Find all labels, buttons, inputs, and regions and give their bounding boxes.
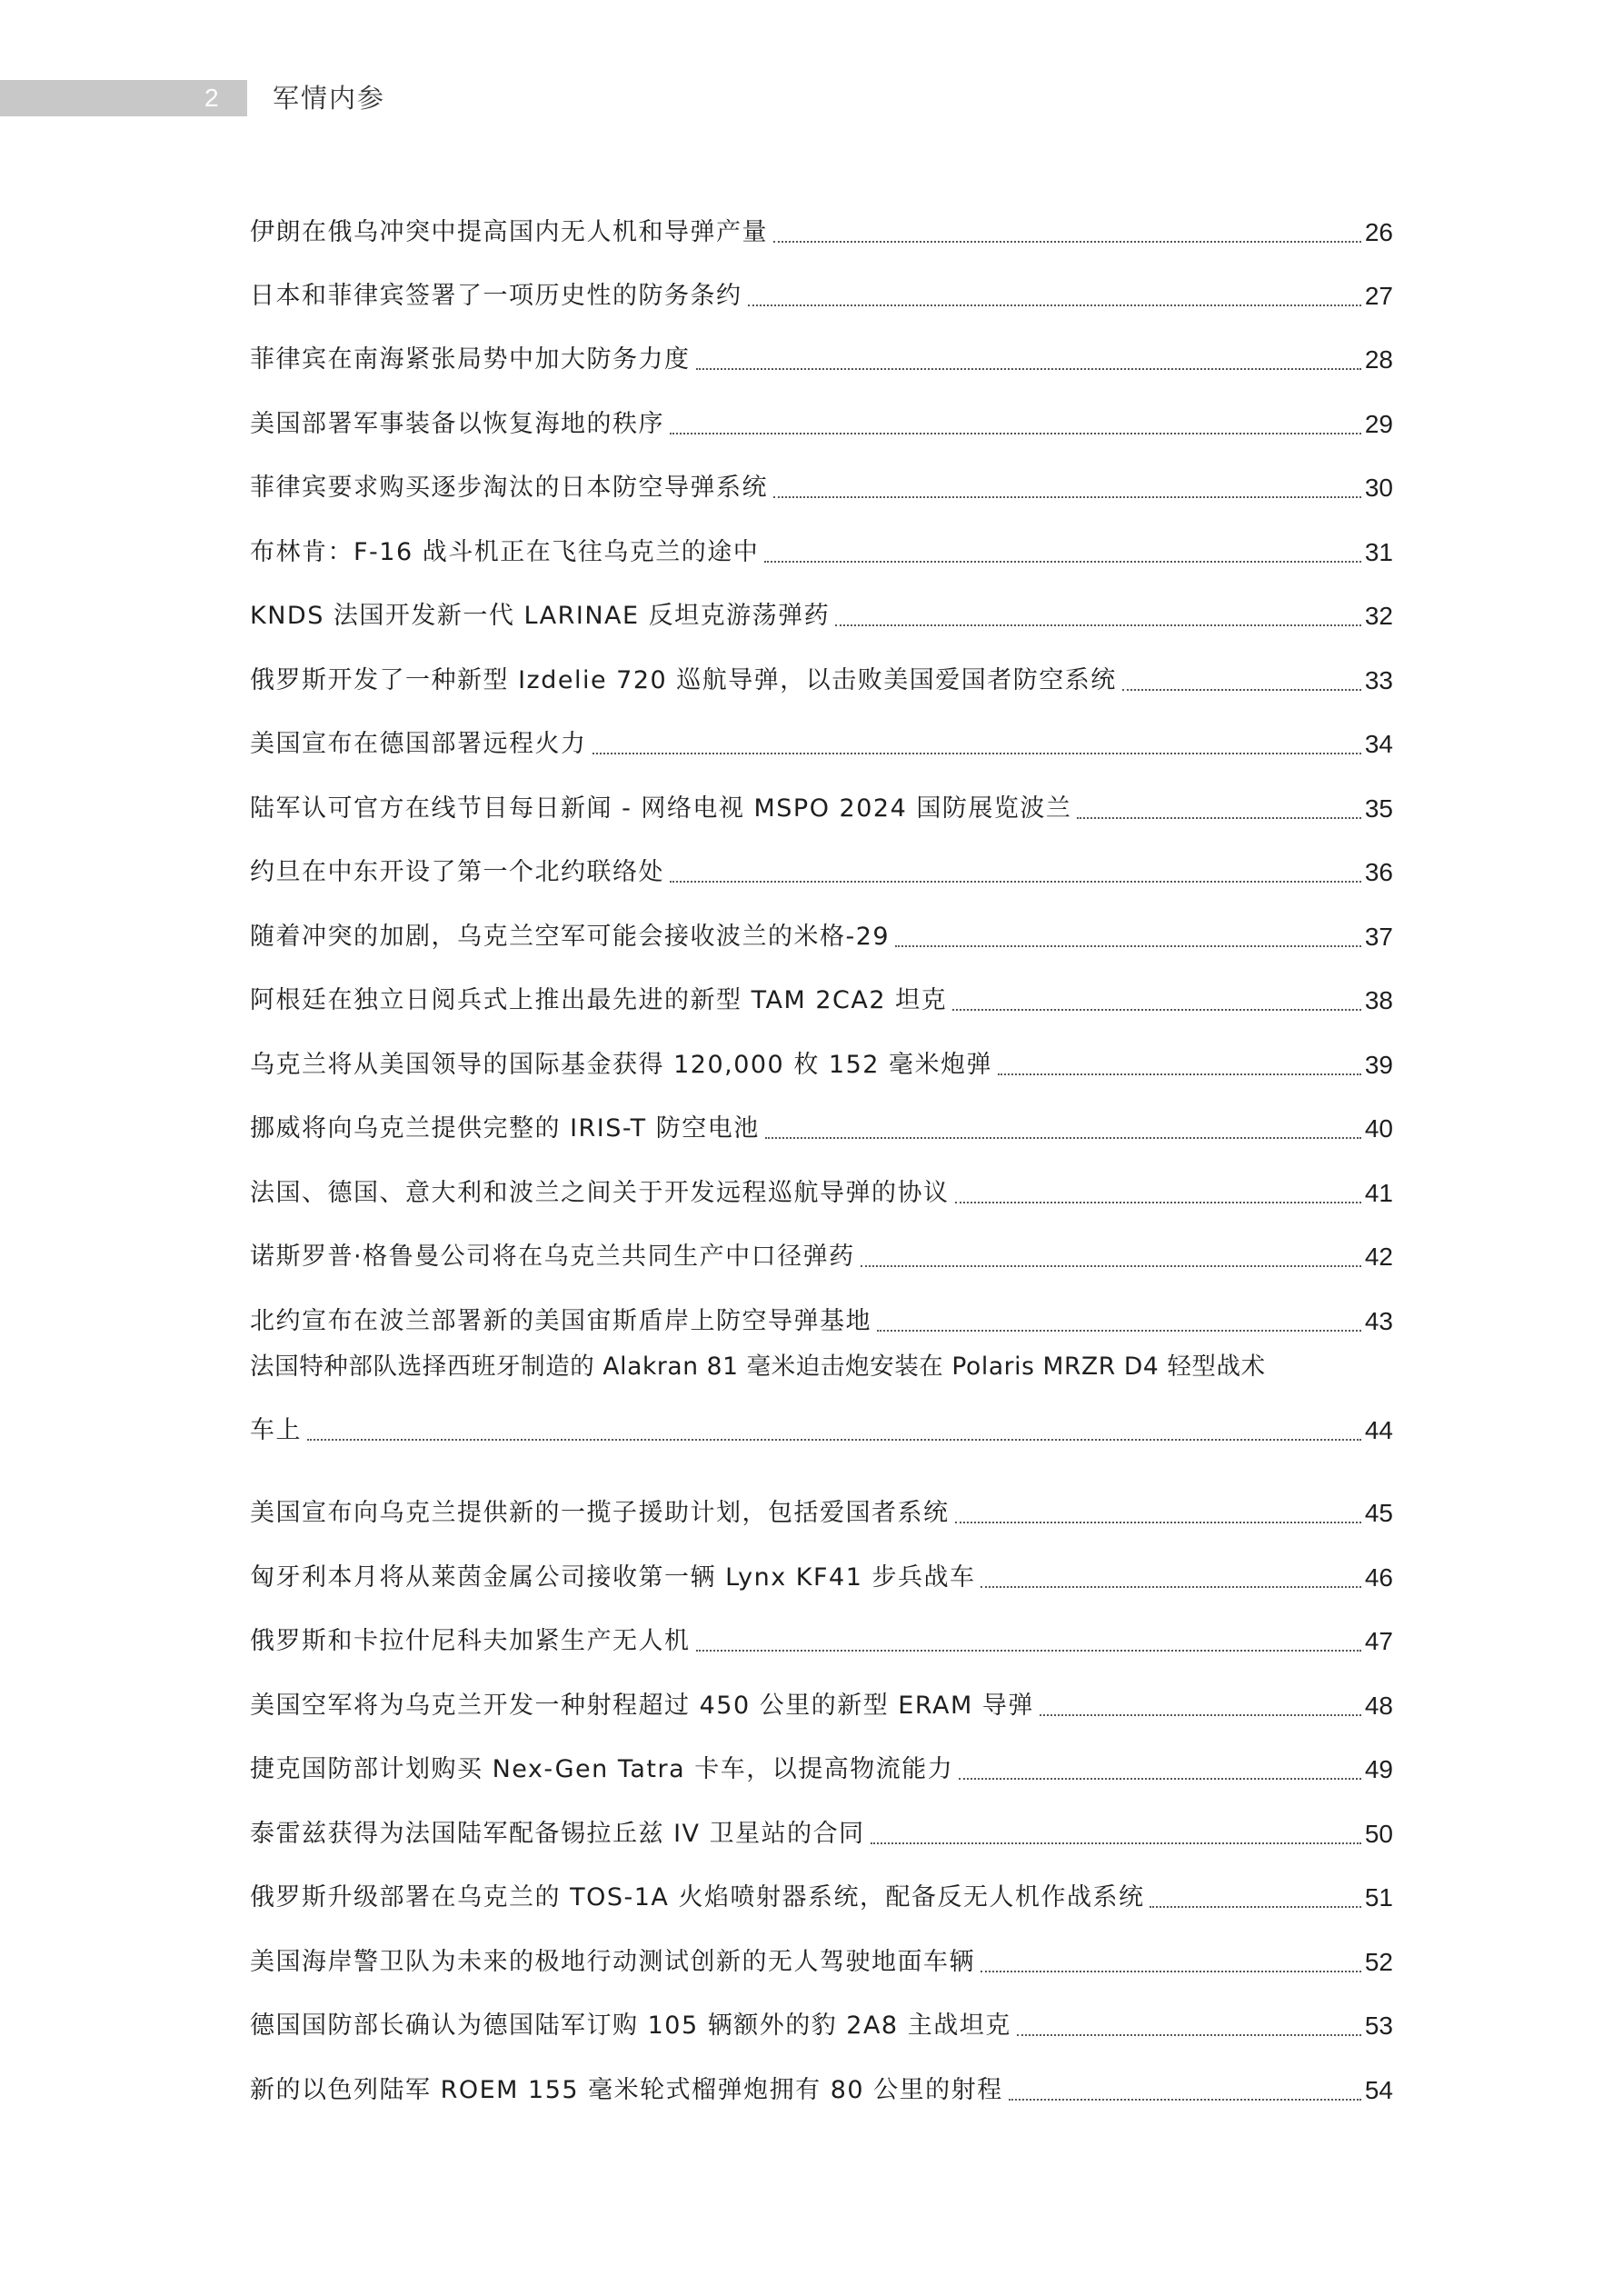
toc-entry-title: 美国宣布向乌克兰提供新的一揽子援助计划，包括爱国者系统 bbox=[250, 1499, 950, 1527]
toc-dot-leader bbox=[877, 1330, 1361, 1332]
toc-entry-page: 50 bbox=[1364, 1820, 1393, 1848]
toc-entry-page: 28 bbox=[1364, 345, 1393, 374]
toc-entry-page: 40 bbox=[1364, 1114, 1393, 1143]
toc-entry-page: 38 bbox=[1364, 986, 1393, 1014]
toc-dot-leader bbox=[1077, 817, 1361, 819]
toc-entry-title: 随着冲突的加剧，乌克兰空军可能会接收波兰的米格-29 bbox=[250, 923, 891, 951]
toc-entry-page: 42 bbox=[1364, 1243, 1393, 1271]
toc-entry-page: 32 bbox=[1364, 602, 1393, 630]
toc-entry-title: 美国宣布在德国部署远程火力 bbox=[250, 730, 587, 758]
toc-entry-title: 俄罗斯和卡拉什尼科夫加紧生产无人机 bbox=[250, 1627, 691, 1655]
toc-entry-title: 布林肯：F-16 战斗机正在飞往乌克兰的途中 bbox=[250, 538, 760, 566]
toc-entry-page: 33 bbox=[1364, 666, 1393, 694]
toc-entry[interactable] bbox=[250, 452, 1393, 506]
toc-dot-leader bbox=[1017, 2034, 1361, 2036]
toc-entry-title: 新的以色列陆军 ROEM 155 毫米轮式榴弹炮拥有 80 公里的射程 bbox=[250, 2076, 1003, 2104]
toc-entry-page: 31 bbox=[1364, 538, 1393, 566]
toc-dot-leader bbox=[952, 1009, 1361, 1011]
toc-entry[interactable] bbox=[250, 1990, 1393, 2044]
toc-entry-page: 41 bbox=[1364, 1179, 1393, 1207]
toc-entry-title: 乌克兰将从美国领导的国际基金获得 120,000 枚 152 毫米炮弹 bbox=[250, 1051, 993, 1079]
toc-dot-leader bbox=[1122, 689, 1361, 691]
toc-dot-leader bbox=[765, 1137, 1361, 1139]
toc-entry-title: 泰雷兹获得为法国陆军配备锡拉丘兹 IV 卫星站的合同 bbox=[250, 1820, 865, 1848]
toc-entry[interactable] bbox=[250, 324, 1393, 378]
toc-dot-leader bbox=[1040, 1714, 1361, 1716]
toc-entry-title: 俄罗斯开发了一种新型 Izdelie 720 巡航导弹，以击败美国爱国者防空系统 bbox=[250, 666, 1117, 694]
toc-dot-leader bbox=[981, 1586, 1360, 1588]
toc-entry[interactable] bbox=[250, 388, 1393, 443]
toc-dot-leader bbox=[981, 1971, 1361, 1972]
toc-entry-page: 39 bbox=[1364, 1051, 1393, 1079]
toc-dot-leader bbox=[307, 1439, 1361, 1441]
toc-dot-leader bbox=[748, 304, 1361, 306]
toc-entry-page: 34 bbox=[1364, 730, 1393, 758]
page-number: 2 bbox=[204, 84, 219, 112]
toc-dot-leader bbox=[871, 1842, 1361, 1844]
toc-entry[interactable] bbox=[250, 1029, 1393, 1083]
toc-dot-leader bbox=[955, 1202, 1361, 1203]
toc-entry-title-continued: 车上 bbox=[250, 1416, 302, 1444]
toc-entry[interactable] bbox=[250, 836, 1393, 891]
toc-entry-title: 日本和菲律宾签署了一项历史性的防务条约 bbox=[250, 282, 742, 310]
toc-entry-title: 挪威将向乌克兰提供完整的 IRIS-T 防空电池 bbox=[250, 1114, 760, 1143]
toc-entry[interactable] bbox=[250, 1798, 1393, 1852]
toc-entry-page: 27 bbox=[1364, 282, 1393, 310]
toc-entry-page: 43 bbox=[1364, 1307, 1393, 1335]
toc-entry[interactable] bbox=[250, 708, 1393, 763]
toc-dot-leader bbox=[592, 753, 1361, 754]
toc-dot-leader bbox=[670, 881, 1361, 883]
toc-entry-page: 30 bbox=[1364, 474, 1393, 502]
toc-dot-leader bbox=[1009, 2099, 1361, 2101]
toc-entry[interactable] bbox=[250, 1349, 1393, 1467]
toc-dot-leader bbox=[764, 561, 1361, 563]
toc-dot-leader bbox=[959, 1778, 1361, 1780]
toc-entry[interactable] bbox=[250, 196, 1393, 251]
toc-entry-title: 德国国防部长确认为德国陆军订购 105 辆额外的豹 2A8 主战坦克 bbox=[250, 2011, 1011, 2040]
toc-dot-leader bbox=[773, 496, 1361, 498]
toc-entry-page: 35 bbox=[1364, 794, 1393, 823]
toc-dot-leader bbox=[696, 368, 1361, 370]
toc-entry-page: 46 bbox=[1364, 1563, 1393, 1592]
journal-title: 军情内参 bbox=[273, 83, 386, 114]
toc-entry[interactable] bbox=[250, 1733, 1393, 1788]
toc-entry[interactable] bbox=[250, 516, 1393, 571]
toc-entry[interactable] bbox=[250, 260, 1393, 314]
toc-entry-title: 菲律宾在南海紧张局势中加大防务力度 bbox=[250, 345, 691, 374]
toc-dot-leader bbox=[861, 1265, 1361, 1267]
toc-dot-leader bbox=[1150, 1906, 1360, 1908]
toc-dot-leader bbox=[773, 241, 1361, 243]
toc-entry[interactable] bbox=[250, 901, 1393, 955]
toc-entry[interactable] bbox=[250, 2054, 1393, 2109]
toc-entry[interactable] bbox=[250, 580, 1393, 634]
toc-entry[interactable] bbox=[250, 1477, 1393, 1532]
toc-entry[interactable] bbox=[250, 1093, 1393, 1147]
toc-entry-title: 俄罗斯升级部署在乌克兰的 TOS-1A 火焰喷射器系统，配备反无人机作战系统 bbox=[250, 1883, 1145, 1912]
toc-entry[interactable] bbox=[250, 644, 1393, 699]
toc-entry-title: 美国部署军事装备以恢复海地的秩序 bbox=[250, 410, 664, 438]
toc-entry-page: 45 bbox=[1364, 1499, 1393, 1527]
toc-entry-page: 26 bbox=[1364, 218, 1393, 246]
toc-entry[interactable] bbox=[250, 1862, 1393, 1916]
toc-entry[interactable] bbox=[250, 964, 1393, 1019]
toc-dot-leader bbox=[670, 433, 1361, 434]
toc-entry-page: 52 bbox=[1364, 1948, 1393, 1976]
toc-entry-page: 44 bbox=[1364, 1416, 1393, 1444]
toc-entry-title: 法国、德国、意大利和波兰之间关于开发远程巡航导弹的协议 bbox=[250, 1179, 950, 1207]
toc-entry-title: 阿根廷在独立日阅兵式上推出最先进的新型 TAM 2CA2 坦克 bbox=[250, 986, 948, 1014]
toc-entry-page: 37 bbox=[1364, 923, 1393, 951]
toc-entry-title: KNDS 法国开发新一代 LARINAE 反坦克游荡弹药 bbox=[250, 602, 831, 630]
toc-entry-page: 51 bbox=[1364, 1883, 1393, 1912]
toc-entry-page: 36 bbox=[1364, 858, 1393, 886]
toc-entry-title: 美国空军将为乌克兰开发一种射程超过 450 公里的新型 ERAM 导弹 bbox=[250, 1692, 1034, 1720]
toc-entry-page: 54 bbox=[1364, 2076, 1393, 2104]
toc-entry-page: 53 bbox=[1364, 2011, 1393, 2040]
toc-entry-title: 捷克国防部计划购买 Nex-Gen Tatra 卡车，以提高物流能力 bbox=[250, 1755, 954, 1783]
toc-entry-title: 伊朗在俄乌冲突中提高国内无人机和导弹产量 bbox=[250, 218, 768, 246]
toc-entry-page: 48 bbox=[1364, 1692, 1393, 1720]
toc-entry-title: 诺斯罗普·格鲁曼公司将在乌克兰共同生产中口径弹药 bbox=[250, 1243, 855, 1271]
toc-entry-page: 47 bbox=[1364, 1627, 1393, 1655]
toc-entry[interactable] bbox=[250, 1926, 1393, 1981]
toc-entry[interactable] bbox=[250, 1157, 1393, 1212]
toc-entry-title: 约旦在中东开设了第一个北约联络处 bbox=[250, 858, 664, 886]
toc-dot-leader bbox=[895, 945, 1361, 947]
toc-entry[interactable] bbox=[250, 773, 1393, 827]
toc-entry[interactable] bbox=[250, 1285, 1393, 1340]
toc-dot-leader bbox=[955, 1522, 1361, 1523]
toc-dot-leader bbox=[998, 1073, 1361, 1075]
toc-entry-title: 菲律宾要求购买逐步淘汰的日本防空导弹系统 bbox=[250, 474, 768, 502]
toc-entry[interactable] bbox=[250, 1670, 1393, 1724]
toc-entry-title: 匈牙利本月将从莱茵金属公司接收第一辆 Lynx KF41 步兵战车 bbox=[250, 1563, 976, 1592]
toc-entry-title: 法国特种部队选择西班牙制造的 Alakran 81 毫米迫击炮安装在 Polaris MRZR D4 轻型战术 bbox=[250, 1353, 1266, 1381]
toc-entry[interactable] bbox=[250, 1542, 1393, 1596]
toc-entry[interactable] bbox=[250, 1221, 1393, 1275]
toc-entry-page: 49 bbox=[1364, 1755, 1393, 1783]
toc-dot-leader bbox=[696, 1650, 1361, 1652]
toc-entry-title: 北约宣布在波兰部署新的美国宙斯盾岸上防空导弹基地 bbox=[250, 1307, 871, 1335]
toc-entry[interactable] bbox=[250, 1605, 1393, 1660]
toc-entry-page: 29 bbox=[1364, 410, 1393, 438]
toc-entry-title: 美国海岸警卫队为未来的极地行动测试创新的无人驾驶地面车辆 bbox=[250, 1948, 975, 1976]
toc-dot-leader bbox=[835, 624, 1361, 626]
toc-entry-title: 陆军认可官方在线节目每日新闻 - 网络电视 MSPO 2024 国防展览波兰 bbox=[250, 794, 1072, 823]
